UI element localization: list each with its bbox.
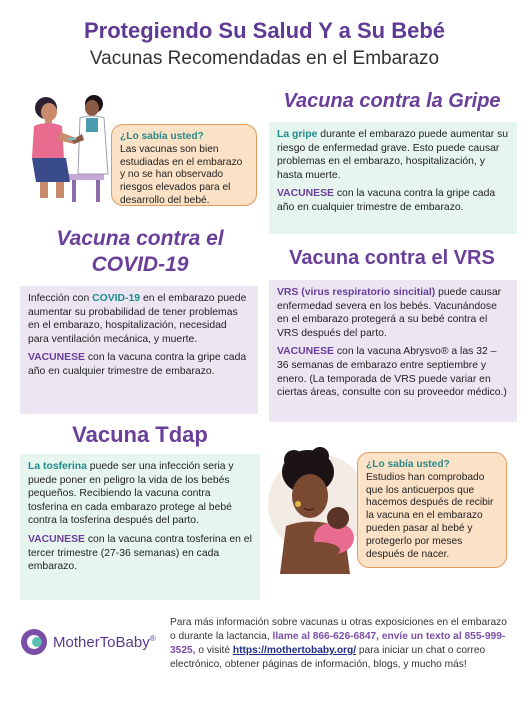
logo-text: MotherToBaby	[53, 633, 150, 651]
rsv-box	[269, 280, 517, 422]
flu-highlight: La gripe	[277, 129, 318, 140]
flu-heading: Vacuna contra la Gripe	[283, 90, 501, 112]
covid-recommendation: con la vacuna contra la gripe cada año en cualquier trimestre de embarazo.	[28, 352, 247, 377]
tdap-vacunese: VACUNESE	[28, 533, 85, 545]
callout-top-text: Las vacunas son bien estudiadas en el embarazo y no se han observado riesgos elevados para el desarrollo del bebé.	[120, 143, 243, 206]
footer-contact: llame al 866-626-6847, envíe un texto al 855-999-3525,	[170, 631, 506, 656]
covid-box	[20, 286, 258, 414]
footer-website-link[interactable]: https://mothertobaby.org/	[232, 645, 357, 656]
flu-box	[269, 122, 517, 234]
mothertobaby-logo-icon	[20, 628, 48, 656]
flu-text: durante el embarazo puede aumentar su riesgo de enfermedad grave. Esto puede causar problemas en el embarazo, hospitalización, y hasta muerte.	[277, 129, 509, 181]
rsv-highlight: VRS (virus respiratorio sincitial)	[277, 287, 436, 298]
flu-recommendation: con la vacuna contra la gripe cada año en cualquier trimestre de embarazo.	[277, 188, 496, 213]
tdap-text: puede ser una infección seria y puede poner en peligro la vida de los bebés pequeños. Recibiendo la vacuna contra tosferina en cada embarazo protege al bebé contra la tosferina después del parto.	[28, 461, 234, 527]
rsv-vacunese: VACUNESE	[277, 346, 334, 358]
did-you-know-callout-top	[111, 124, 257, 206]
tdap-recommendation: con la vacuna contra tosferina en el tercer trimestre (27-36 semanas) en cada embarazo.	[28, 533, 252, 573]
footer-info	[170, 616, 515, 672]
mother-baby-illustration	[264, 446, 368, 576]
footer-text-2: o visité	[195, 645, 233, 656]
vaccination-illustration	[16, 86, 116, 204]
rsv-heading: Vacuna contra el VRS	[289, 247, 495, 269]
covid-heading-line2: COVID-19	[91, 253, 189, 276]
covid-highlight: COVID-19	[92, 293, 141, 304]
footer-text-3: para iniciar un chat o correo electrónico, obtener páginas de información, blogs, y mucho más!	[170, 645, 486, 670]
mothertobaby-logo	[20, 628, 170, 656]
page-subtitle: Vacunas Recomendadas en el Embarazo	[89, 48, 440, 69]
page-title: Protegiendo Su Salud Y a Su Bebé	[83, 18, 446, 43]
callout-bottom-heading: ¿Lo sabía usted?	[366, 459, 450, 470]
covid-text-before: Infección con	[28, 293, 93, 304]
callout-top-heading: ¿Lo sabía usted?	[120, 131, 204, 142]
logo-registered: ®	[149, 634, 156, 643]
tdap-box	[20, 454, 260, 600]
rsv-recommendation: con la vacuna Abrysvo® a las 32 – 36 semanas de embarazo entre septiembre y enero. (La temporada de VRS puede variar en ciertas áreas, consulte con su proveedor médico.)	[277, 346, 507, 399]
covid-heading-line1: Vacuna contra el	[56, 227, 224, 250]
flu-vacunese: VACUNESE	[277, 188, 334, 200]
tdap-highlight: La tosferina	[28, 461, 87, 472]
covid-heading	[20, 226, 260, 278]
did-you-know-callout-bottom	[357, 452, 507, 568]
tdap-heading: Vacuna Tdap	[72, 422, 208, 447]
rsv-text: puede causar enfermedad severa en los bebés. Vacunándose en el embarazo protegerá a su bebé contra el VRS después del parto.	[277, 287, 502, 339]
covid-vacunese: VACUNESE	[28, 352, 85, 364]
covid-text: en el embarazo puede aumentar su probabilidad de tener problemas en el embarazo, hospitalización, necesidad para ventilación mecánica, y muerte.	[28, 293, 247, 345]
footer-text-1: Para más información sobre vacunas u otras exposiciones en el embarazo o durante la lactancia,	[170, 617, 507, 642]
callout-bottom-text: Estudios han comprobado que los anticuerpos que hacemos después de recibir la vacuna en el embarazo pueden pasar al bebé y protegerlo por meses después de nacer.	[366, 471, 494, 560]
